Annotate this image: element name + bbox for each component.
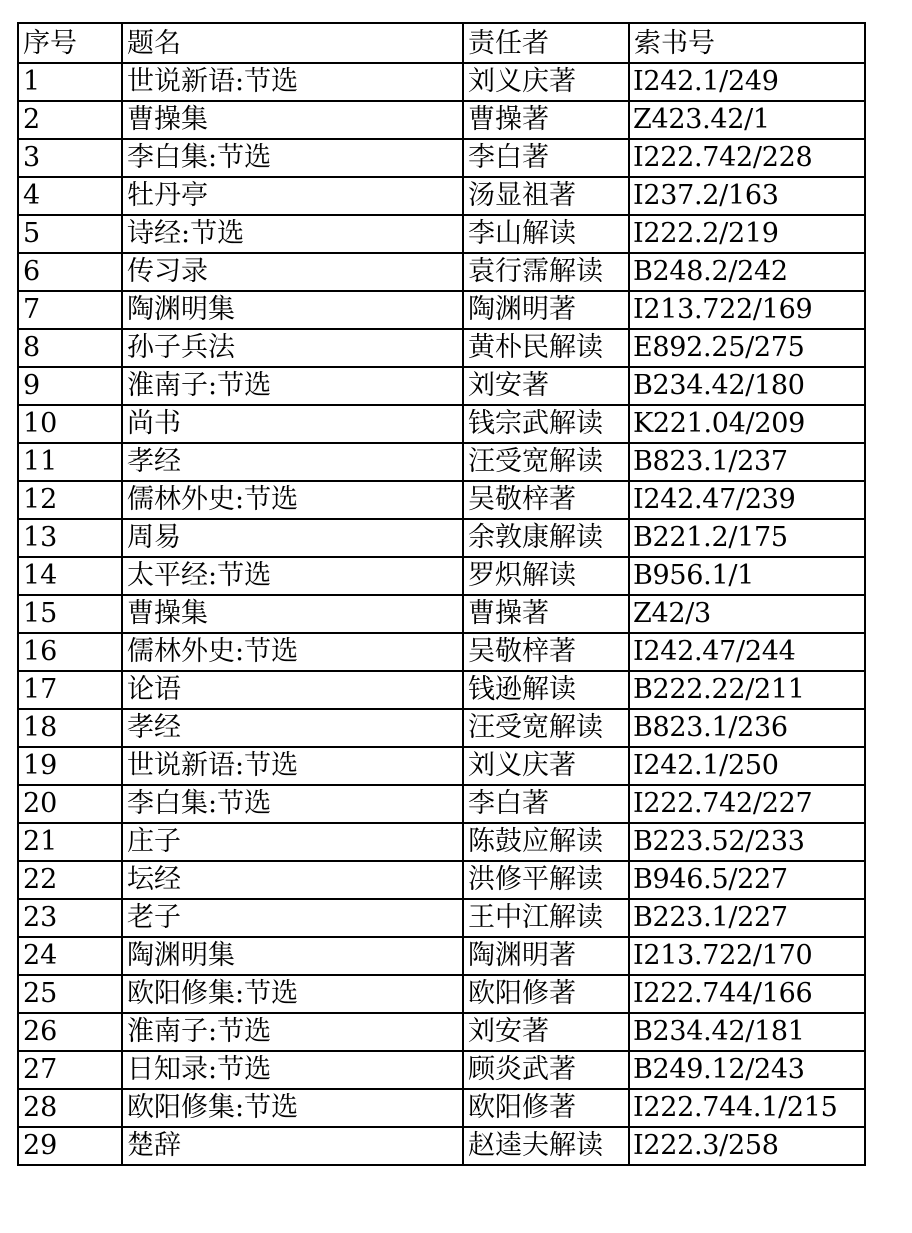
cell-call-number: I222.744/166 bbox=[629, 975, 865, 1013]
cell-index: 2 bbox=[18, 101, 122, 139]
table-row bbox=[18, 329, 865, 367]
table-row bbox=[18, 557, 865, 595]
cell-call-number: B946.5/227 bbox=[629, 861, 865, 899]
cell-title: 欧阳修集:节选 bbox=[122, 1089, 463, 1127]
cell-call-number: I222.742/228 bbox=[629, 139, 865, 177]
cell-author: 钱逊解读 bbox=[463, 671, 629, 709]
cell-index: 11 bbox=[18, 443, 122, 481]
table-body bbox=[18, 63, 865, 1165]
cell-index: 24 bbox=[18, 937, 122, 975]
cell-call-number: Z423.42/1 bbox=[629, 101, 865, 139]
cell-call-number: B223.52/233 bbox=[629, 823, 865, 861]
cell-index: 14 bbox=[18, 557, 122, 595]
table-row bbox=[18, 861, 865, 899]
cell-call-number: B234.42/181 bbox=[629, 1013, 865, 1051]
cell-author: 汪受宽解读 bbox=[463, 443, 629, 481]
table-row bbox=[18, 899, 865, 937]
cell-author: 罗炽解读 bbox=[463, 557, 629, 595]
cell-index: 26 bbox=[18, 1013, 122, 1051]
cell-author: 钱宗武解读 bbox=[463, 405, 629, 443]
cell-call-number: I222.2/219 bbox=[629, 215, 865, 253]
cell-index: 15 bbox=[18, 595, 122, 633]
cell-title: 李白集:节选 bbox=[122, 785, 463, 823]
cell-call-number: B221.2/175 bbox=[629, 519, 865, 557]
cell-index: 10 bbox=[18, 405, 122, 443]
cell-title: 周易 bbox=[122, 519, 463, 557]
cell-call-number: B249.12/243 bbox=[629, 1051, 865, 1089]
header-call-number: 索书号 bbox=[629, 23, 865, 63]
cell-index: 17 bbox=[18, 671, 122, 709]
cell-author: 黄朴民解读 bbox=[463, 329, 629, 367]
table-row bbox=[18, 975, 865, 1013]
table-row bbox=[18, 633, 865, 671]
cell-title: 淮南子:节选 bbox=[122, 367, 463, 405]
cell-call-number: B222.22/211 bbox=[629, 671, 865, 709]
cell-call-number: I222.3/258 bbox=[629, 1127, 865, 1165]
cell-author: 刘安著 bbox=[463, 1013, 629, 1051]
cell-index: 13 bbox=[18, 519, 122, 557]
cell-title: 淮南子:节选 bbox=[122, 1013, 463, 1051]
cell-index: 7 bbox=[18, 291, 122, 329]
cell-author: 刘义庆著 bbox=[463, 747, 629, 785]
table-row bbox=[18, 1089, 865, 1127]
table-row bbox=[18, 215, 865, 253]
cell-call-number: K221.04/209 bbox=[629, 405, 865, 443]
cell-index: 6 bbox=[18, 253, 122, 291]
cell-call-number: I213.722/170 bbox=[629, 937, 865, 975]
cell-title: 牡丹亭 bbox=[122, 177, 463, 215]
cell-title: 陶渊明集 bbox=[122, 291, 463, 329]
cell-author: 汤显祖著 bbox=[463, 177, 629, 215]
cell-title: 庄子 bbox=[122, 823, 463, 861]
cell-title: 曹操集 bbox=[122, 595, 463, 633]
cell-title: 世说新语:节选 bbox=[122, 747, 463, 785]
cell-author: 陶渊明著 bbox=[463, 291, 629, 329]
cell-call-number: I237.2/163 bbox=[629, 177, 865, 215]
cell-index: 12 bbox=[18, 481, 122, 519]
cell-author: 王中江解读 bbox=[463, 899, 629, 937]
cell-author: 袁行霈解读 bbox=[463, 253, 629, 291]
cell-call-number: B234.42/180 bbox=[629, 367, 865, 405]
cell-call-number: I242.47/239 bbox=[629, 481, 865, 519]
cell-index: 3 bbox=[18, 139, 122, 177]
table-row bbox=[18, 1013, 865, 1051]
cell-title: 孝经 bbox=[122, 443, 463, 481]
cell-author: 汪受宽解读 bbox=[463, 709, 629, 747]
header-title: 题名 bbox=[122, 23, 463, 63]
cell-title: 曹操集 bbox=[122, 101, 463, 139]
cell-title: 太平经:节选 bbox=[122, 557, 463, 595]
cell-index: 27 bbox=[18, 1051, 122, 1089]
cell-title: 孝经 bbox=[122, 709, 463, 747]
cell-author: 刘安著 bbox=[463, 367, 629, 405]
cell-title: 尚书 bbox=[122, 405, 463, 443]
cell-author: 陶渊明著 bbox=[463, 937, 629, 975]
cell-call-number: I242.1/250 bbox=[629, 747, 865, 785]
cell-index: 1 bbox=[18, 63, 122, 101]
cell-index: 20 bbox=[18, 785, 122, 823]
cell-author: 吴敬梓著 bbox=[463, 633, 629, 671]
cell-index: 18 bbox=[18, 709, 122, 747]
cell-title: 传习录 bbox=[122, 253, 463, 291]
cell-index: 28 bbox=[18, 1089, 122, 1127]
cell-index: 5 bbox=[18, 215, 122, 253]
cell-index: 23 bbox=[18, 899, 122, 937]
cell-author: 赵逵夫解读 bbox=[463, 1127, 629, 1165]
cell-title: 儒林外史:节选 bbox=[122, 633, 463, 671]
table-row bbox=[18, 139, 865, 177]
cell-index: 29 bbox=[18, 1127, 122, 1165]
cell-author: 欧阳修著 bbox=[463, 975, 629, 1013]
cell-title: 儒林外史:节选 bbox=[122, 481, 463, 519]
table-row bbox=[18, 367, 865, 405]
header-author: 责任者 bbox=[463, 23, 629, 63]
cell-title: 楚辞 bbox=[122, 1127, 463, 1165]
cell-call-number: Z42/3 bbox=[629, 595, 865, 633]
table-row bbox=[18, 519, 865, 557]
cell-index: 4 bbox=[18, 177, 122, 215]
table-row bbox=[18, 671, 865, 709]
table-row bbox=[18, 177, 865, 215]
cell-index: 25 bbox=[18, 975, 122, 1013]
cell-call-number: E892.25/275 bbox=[629, 329, 865, 367]
cell-title: 世说新语:节选 bbox=[122, 63, 463, 101]
cell-author: 曹操著 bbox=[463, 101, 629, 139]
table-row bbox=[18, 937, 865, 975]
cell-index: 19 bbox=[18, 747, 122, 785]
cell-index: 9 bbox=[18, 367, 122, 405]
table-row bbox=[18, 785, 865, 823]
cell-call-number: B823.1/237 bbox=[629, 443, 865, 481]
cell-author: 刘义庆著 bbox=[463, 63, 629, 101]
table-row bbox=[18, 63, 865, 101]
header-row bbox=[18, 23, 865, 63]
table-row bbox=[18, 253, 865, 291]
cell-call-number: I242.47/244 bbox=[629, 633, 865, 671]
book-list-table bbox=[17, 22, 866, 1166]
cell-title: 日知录:节选 bbox=[122, 1051, 463, 1089]
cell-title: 论语 bbox=[122, 671, 463, 709]
cell-title: 诗经:节选 bbox=[122, 215, 463, 253]
cell-call-number: B956.1/1 bbox=[629, 557, 865, 595]
cell-author: 李山解读 bbox=[463, 215, 629, 253]
cell-author: 曹操著 bbox=[463, 595, 629, 633]
table-row bbox=[18, 747, 865, 785]
cell-author: 欧阳修著 bbox=[463, 1089, 629, 1127]
cell-title: 李白集:节选 bbox=[122, 139, 463, 177]
cell-author: 余敦康解读 bbox=[463, 519, 629, 557]
table-row bbox=[18, 481, 865, 519]
table-row bbox=[18, 291, 865, 329]
cell-author: 陈鼓应解读 bbox=[463, 823, 629, 861]
cell-author: 洪修平解读 bbox=[463, 861, 629, 899]
cell-index: 22 bbox=[18, 861, 122, 899]
cell-call-number: B823.1/236 bbox=[629, 709, 865, 747]
table-row bbox=[18, 1127, 865, 1165]
table-row bbox=[18, 595, 865, 633]
cell-index: 21 bbox=[18, 823, 122, 861]
table-row bbox=[18, 823, 865, 861]
cell-author: 李白著 bbox=[463, 785, 629, 823]
cell-title: 老子 bbox=[122, 899, 463, 937]
table-row bbox=[18, 405, 865, 443]
cell-call-number: I242.1/249 bbox=[629, 63, 865, 101]
cell-call-number: I222.744.1/215 bbox=[629, 1089, 865, 1127]
cell-title: 陶渊明集 bbox=[122, 937, 463, 975]
cell-call-number: I213.722/169 bbox=[629, 291, 865, 329]
cell-call-number: I222.742/227 bbox=[629, 785, 865, 823]
cell-index: 16 bbox=[18, 633, 122, 671]
cell-author: 顾炎武著 bbox=[463, 1051, 629, 1089]
table-row bbox=[18, 443, 865, 481]
cell-title: 欧阳修集:节选 bbox=[122, 975, 463, 1013]
cell-title: 孙子兵法 bbox=[122, 329, 463, 367]
cell-author: 吴敬梓著 bbox=[463, 481, 629, 519]
table-row bbox=[18, 1051, 865, 1089]
table-row bbox=[18, 101, 865, 139]
cell-index: 8 bbox=[18, 329, 122, 367]
cell-call-number: B248.2/242 bbox=[629, 253, 865, 291]
cell-title: 坛经 bbox=[122, 861, 463, 899]
header-index: 序号 bbox=[18, 23, 122, 63]
cell-call-number: B223.1/227 bbox=[629, 899, 865, 937]
cell-author: 李白著 bbox=[463, 139, 629, 177]
table-row bbox=[18, 709, 865, 747]
